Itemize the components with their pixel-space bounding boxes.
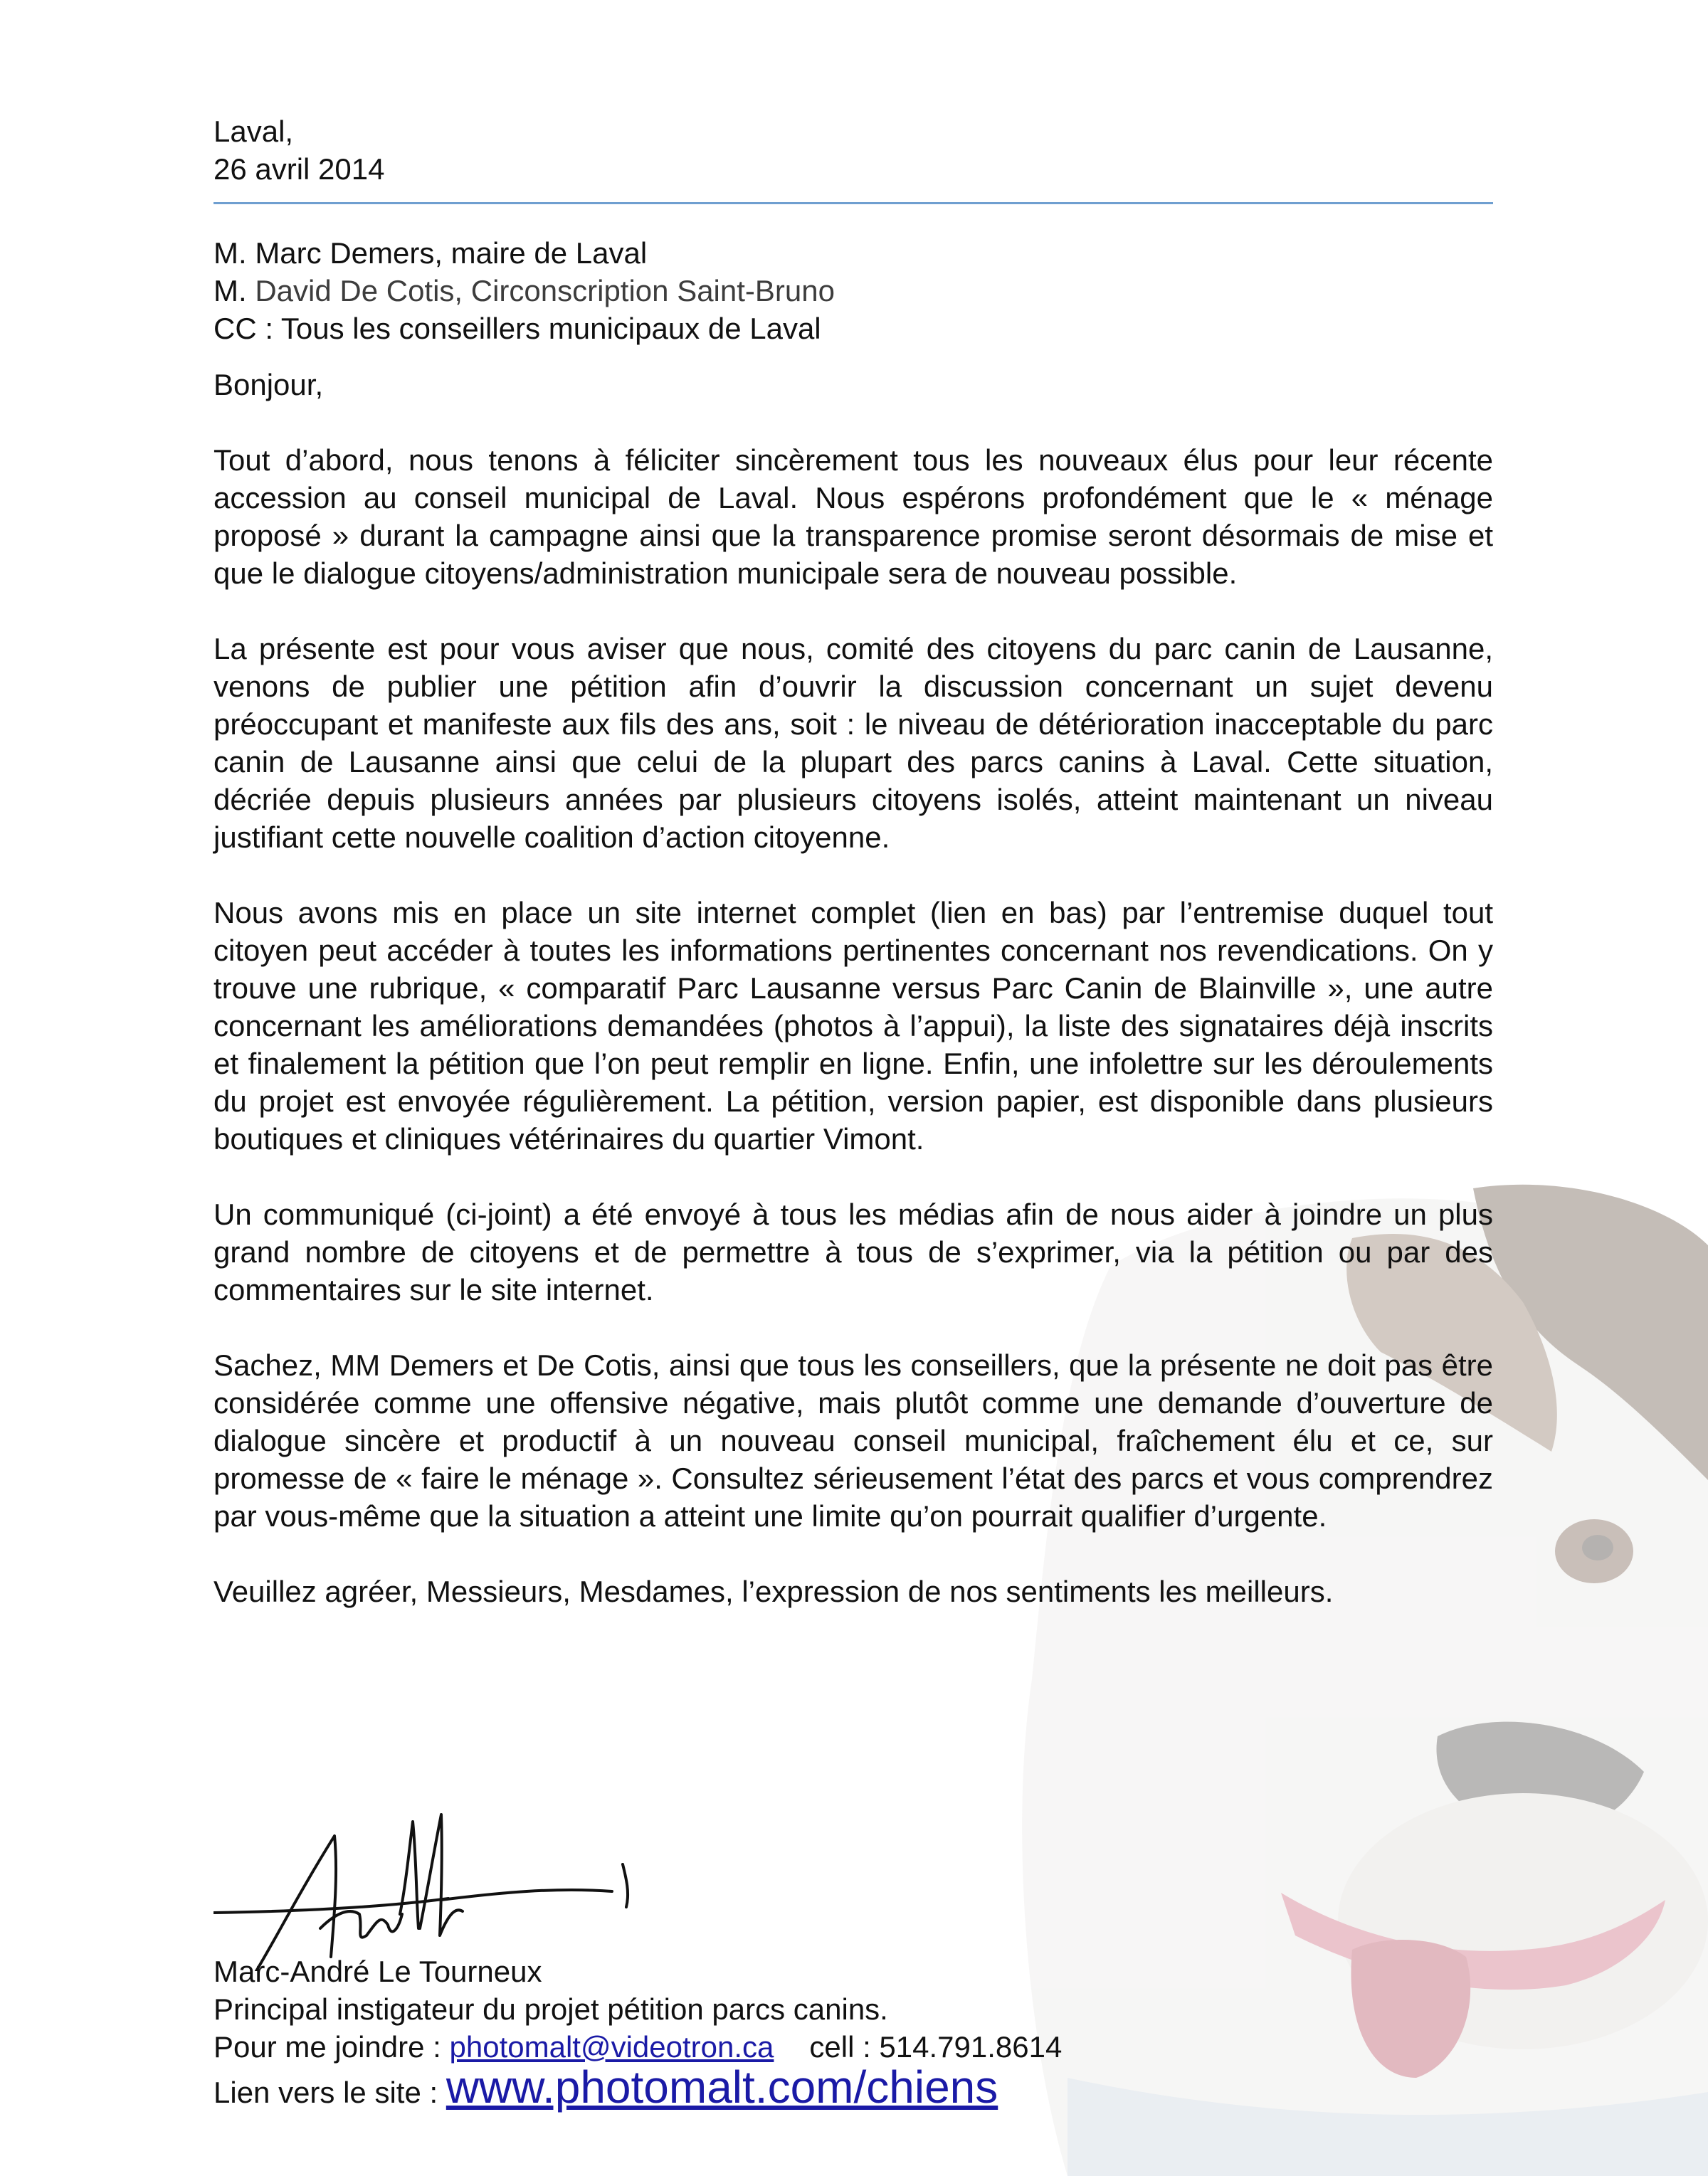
- email-link[interactable]: photomalt@videotron.ca: [449, 2030, 774, 2064]
- cell-phone: cell : 514.791.8614: [809, 2030, 1063, 2064]
- paragraph-1: Tout d’abord, nous tenons à féliciter sincèrement tous les nouveaux élus pour leur récente accession au conseil municipal de Laval. Nous espérons profondément que le « ménage proposé » durant la campagne ainsi que la transparence promise seront désormais de mise et que le dialogue citoyens/administration municipale sera de nouveau possible.: [214, 443, 1493, 590]
- paragraph-4: Un communiqué (ci-joint) a été envoyé à tous les médias afin de nous aider à joindre un plus grand nombre de citoyens et de permettre à tous de s’exprimer, via la pétition ou par des commentaires sur le site internet.: [214, 1198, 1493, 1306]
- site-line: [214, 2061, 1493, 2113]
- header-divider: [214, 202, 1493, 204]
- letter-date: 26 avril 2014: [214, 152, 385, 186]
- recipient-cc: CC : Tous les conseillers municipaux de Laval: [214, 312, 821, 345]
- paragraph-5: Sachez, MM Demers et De Cotis, ainsi que tous les conseillers, que la présente ne doit pas être considérée comme une offensive négative, mais plutôt comme une demande d’ouverture de dialogue sincère et productif à un nouveau conseil municipal, fraîchement élu et ce, sur promesse de « faire le ménage ». Consultez sérieusement l’état des parcs et vous comprendrez par vous-même que la situation a atteint une limite qu’on pourrait qualifier d’urgente.: [214, 1348, 1493, 1533]
- closing-paragraph: Veuillez agréer, Messieurs, Mesdames, l’expression de nos sentiments les meilleurs.: [214, 1575, 1334, 1608]
- signer-name: Marc-André Le Tourneux: [214, 1955, 542, 1988]
- signature-block: [214, 1953, 1493, 2111]
- site-label: Lien vers le site :: [214, 2076, 446, 2109]
- salutation: Bonjour,: [214, 368, 324, 401]
- recipient-line-2-prefix: M.: [214, 274, 255, 307]
- site-link[interactable]: www.photomalt.com/chiens: [446, 2061, 998, 2113]
- letter-place: Laval,: [214, 115, 294, 148]
- handwritten-signature: [214, 1807, 655, 1971]
- recipient-line-2-name: David De Cotis, Circonscription Saint-Bruno: [255, 274, 835, 307]
- contact-label: Pour me joindre :: [214, 2030, 450, 2064]
- paragraph-2: La présente est pour vous aviser que nous, comité des citoyens du parc canin de Lausanne, venons de publier une pétition afin d’ouvrir la discussion concernant un sujet devenu préoccupant et manifeste aux fils des ans, soit : le niveau de détérioration inacceptable du parc canin de Lausanne ainsi que celui de la plupart des parcs canins à Laval. Cette situation, décriée depuis plusieurs années par plusieurs citoyens isolés, atteint maintenant un niveau justifiant cette nouvelle coalition d’action citoyenne.: [214, 632, 1493, 854]
- recipient-line-1: M. Marc Demers, maire de Laval: [214, 236, 648, 270]
- letter-body: [214, 112, 1493, 1648]
- recipient-line-2: [214, 272, 1493, 310]
- paragraph-3: Nous avons mis en place un site internet complet (lien en bas) par l’entremise duquel tout citoyen peut accéder à toutes les informations pertinentes concernant nos revendications. On y trouve une rubrique, « comparatif Parc Lausanne versus Parc Canin de Blainville », une autre concernant les améliorations demandées (photos à l’appui), la liste des signataires déjà inscrits et finalement la pétition que l’on peut remplir en ligne. Enfin, une infolettre sur les déroulements du projet est envoyée régulièrement. La pétition, version papier, est disponible dans plusieurs boutiques et cliniques vétérinaires du quartier Vimont.: [214, 896, 1493, 1156]
- signer-title: Principal instigateur du projet pétition parcs canins.: [214, 1992, 888, 2026]
- contact-line: [214, 2028, 1493, 2066]
